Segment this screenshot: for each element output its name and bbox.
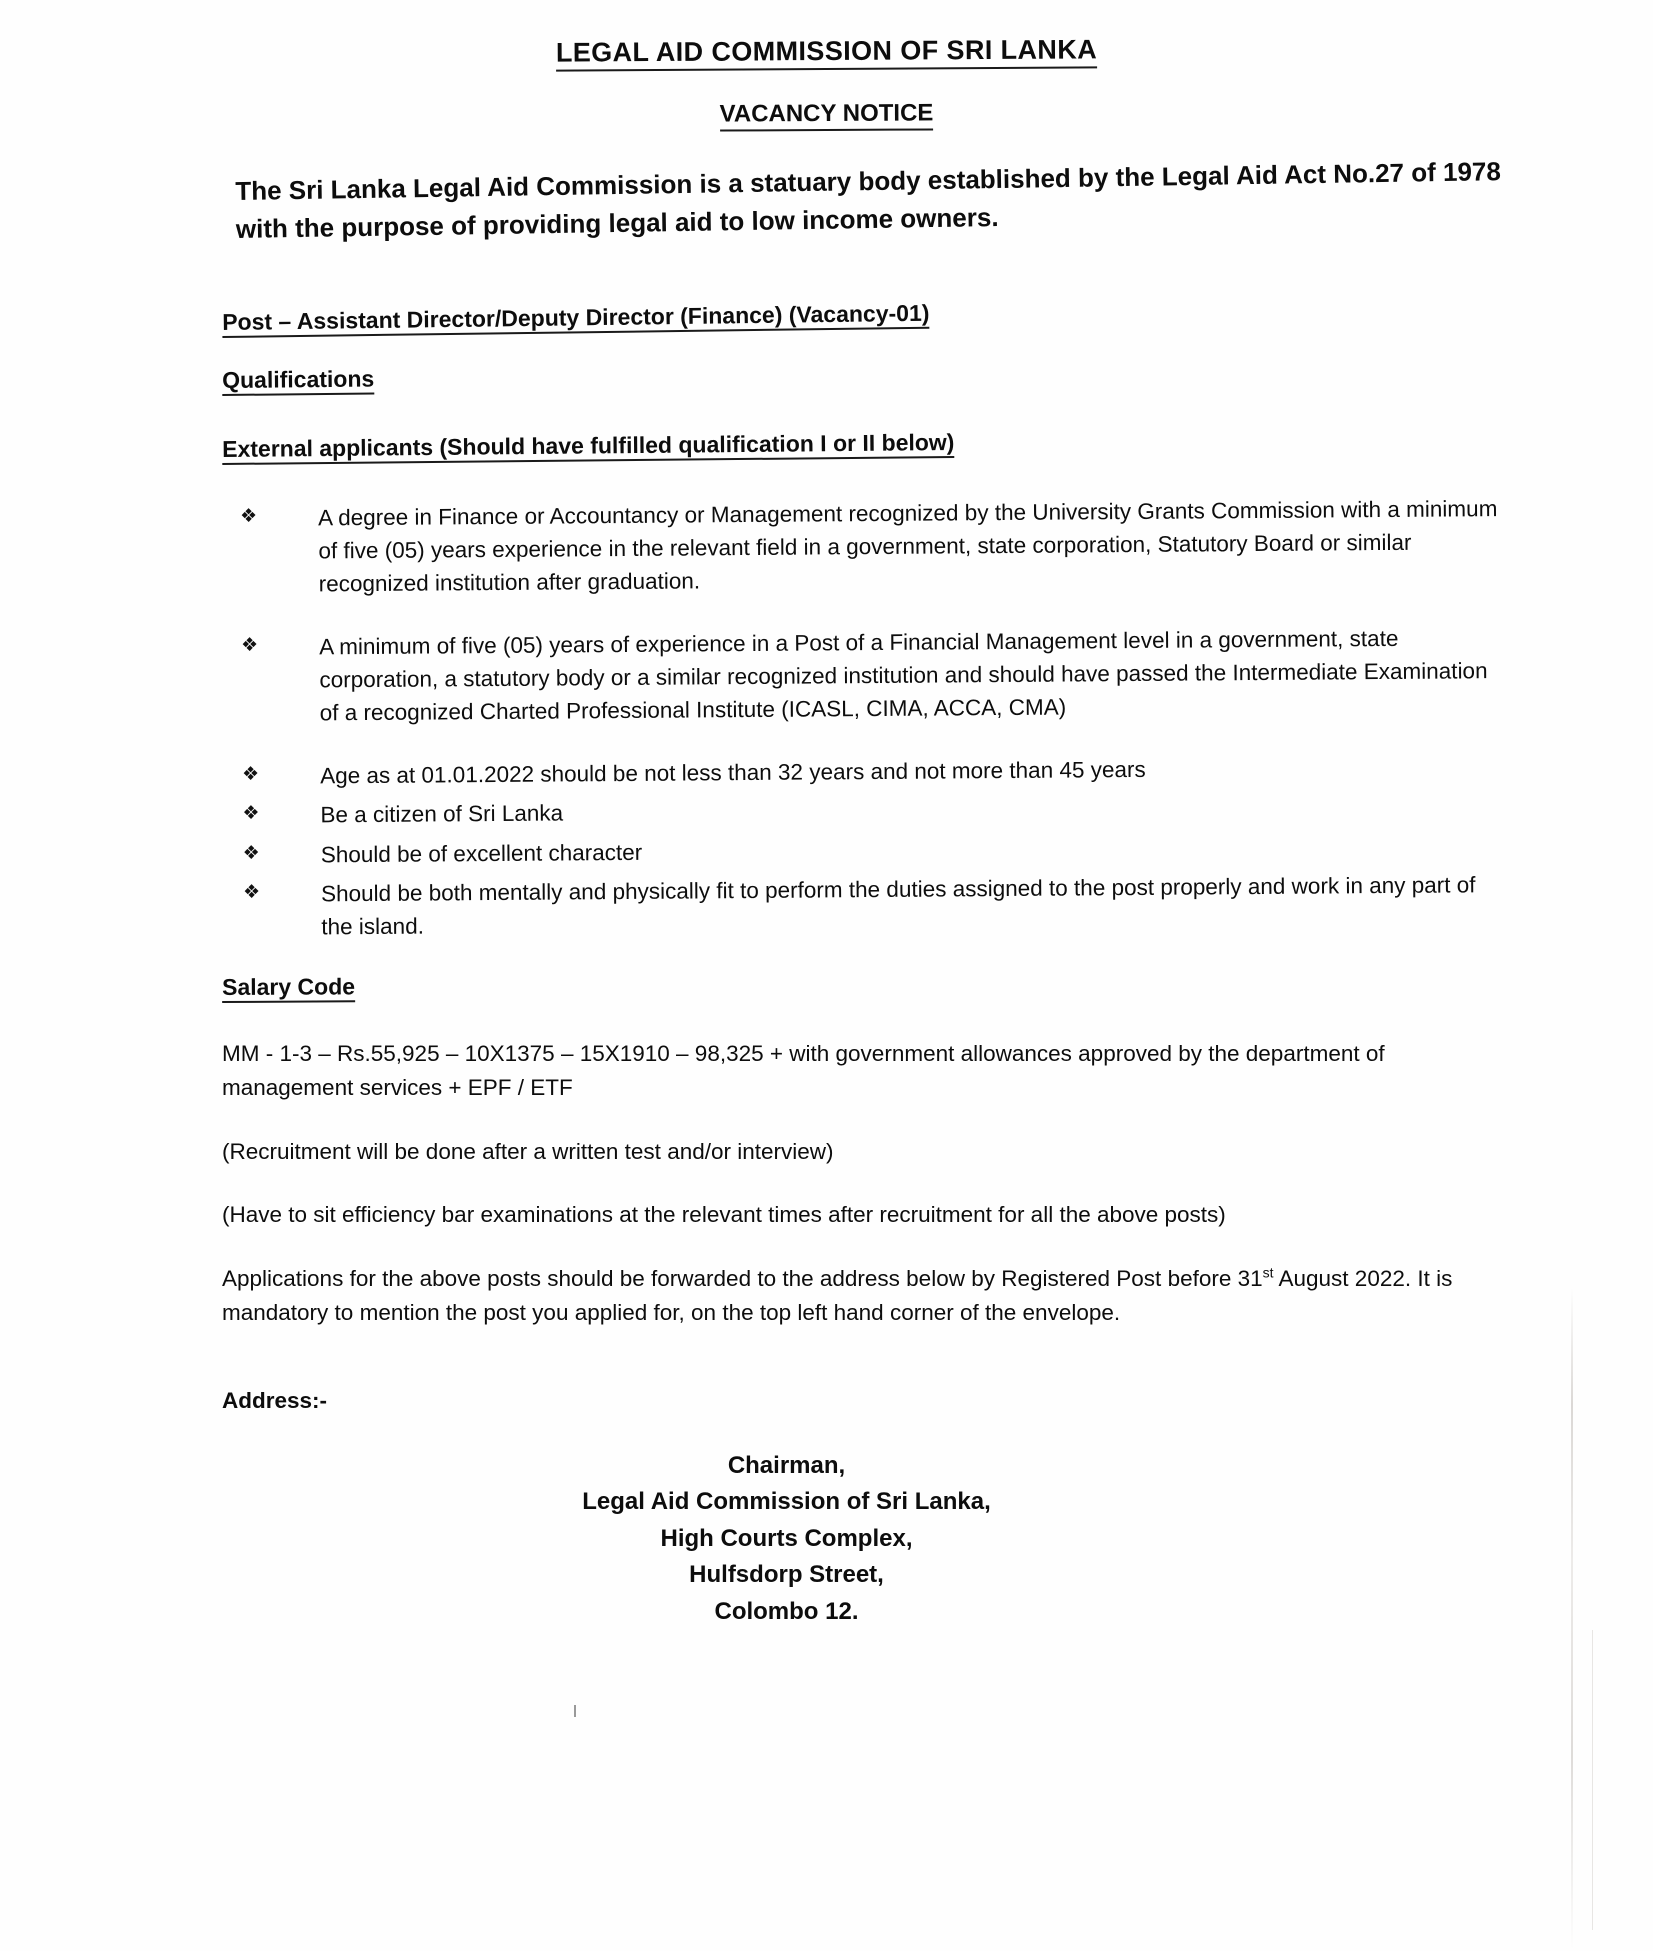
recruitment-note: (Recruitment will be done after a written test and/or interview) — [222, 1138, 834, 1164]
ordinal-suffix: st — [1262, 1264, 1274, 1281]
address-label: Address:- — [222, 1387, 328, 1413]
salary-code-text: MM - 1-3 – Rs.55,925 – 10X1375 – 15X1910 – 98,325 + with government allowances approved by the department of management services + EPF / ETF — [222, 1041, 1385, 1100]
post-heading-text: Post – Assistant Director/Deputy Director (Finance) (Vacancy-01) — [222, 300, 930, 338]
scan-edge-artifact-secondary — [1592, 1630, 1593, 1930]
address-line: Colombo 12. — [714, 1597, 859, 1625]
application-line-2-pre: before 31 — [1167, 1266, 1263, 1292]
stray-ink-mark — [574, 1705, 576, 1717]
list-item-text: A degree in Finance or Accountancy or Management recognized by the University Grants Commission with a minimum of five (05) years experience in the relevant field in a government, state corporation, Statutory Board or similar recognized institution after graduation. — [318, 496, 1498, 597]
document-title-text: LEGAL AID COMMISSION OF SRI LANKA — [556, 34, 1097, 71]
address-line: Legal Aid Commission of Sri Lanka, — [582, 1488, 991, 1516]
external-applicants-heading — [222, 418, 1653, 466]
post-heading — [222, 286, 1653, 339]
address-line: High Courts Complex, — [660, 1524, 913, 1552]
address-block — [0, 1448, 1653, 1630]
diamond-bullet-icon: ❖ — [242, 764, 260, 786]
address-line: Chairman, — [727, 1451, 846, 1479]
qualifications-heading-text: Qualifications — [222, 366, 374, 396]
diamond-bullet-icon: ❖ — [242, 881, 261, 903]
external-applicants-heading-text: External applicants (Should have fulfilled qualification I or II below) — [222, 429, 955, 465]
list-item — [242, 790, 1505, 833]
list-item-text: Be a citizen of Sri Lanka — [320, 801, 564, 829]
list-item-text: Age as at 01.01.2022 should be not less than 32 years and not more than 45 years — [320, 757, 1146, 790]
qualifications-heading — [222, 350, 1653, 398]
application-line-3: corner of the envelope. — [889, 1299, 1121, 1325]
diamond-bullet-icon: ❖ — [240, 506, 258, 528]
list-item-text: Should be of excellent character — [320, 839, 643, 868]
list-item — [242, 751, 1505, 794]
list-item — [243, 829, 1506, 872]
salary-code-heading-text: Salary Code — [222, 973, 355, 1003]
list-item — [243, 868, 1506, 944]
list-item-text: Should be both mentally and physically fit to perform the duties assigned to the post properly and work in any part of the island. — [320, 872, 1476, 940]
qualification-bullet-list — [240, 493, 1506, 945]
diamond-bullet-icon: ❖ — [242, 842, 260, 864]
document-title — [0, 31, 1653, 75]
efficiency-bar-note: (Have to sit efficiency bar examinations at the relevant times after recruitment for all the above posts) — [222, 1202, 1226, 1228]
application-instructions — [222, 1262, 1503, 1330]
application-line-1: Applications for the above posts should be forwarded to the address below by Registered Post — [222, 1266, 1162, 1292]
diamond-bullet-icon: ❖ — [242, 803, 260, 825]
address-line: Hulfsdorp Street, — [689, 1561, 884, 1589]
salary-code-heading — [222, 967, 1653, 1001]
application-line-2-post: August 2022. It is mandatory to mention the post you applied for, on the top left hand — [222, 1266, 1453, 1325]
list-item — [240, 493, 1504, 602]
list-item — [241, 622, 1505, 731]
document-subtitle-text: VACANCY NOTICE — [720, 99, 934, 131]
document-subtitle — [0, 96, 1653, 133]
intro-paragraph: The Sri Lanka Legal Aid Commission is a statuary body established by the Legal Aid Act No.27 of 1978 with the purpose of providing legal aid to low income owners. — [235, 156, 1502, 245]
diamond-bullet-icon: ❖ — [241, 635, 259, 657]
list-item-text: A minimum of five (05) years of experience in a Post of a Financial Management level in a government, state corporation, a statutory body or a similar recognized institution and should have passed the Intermediate Examination of a recognized Charted Professional Institute (ICASL, CIMA, ACCA, CMA) — [319, 626, 1488, 727]
